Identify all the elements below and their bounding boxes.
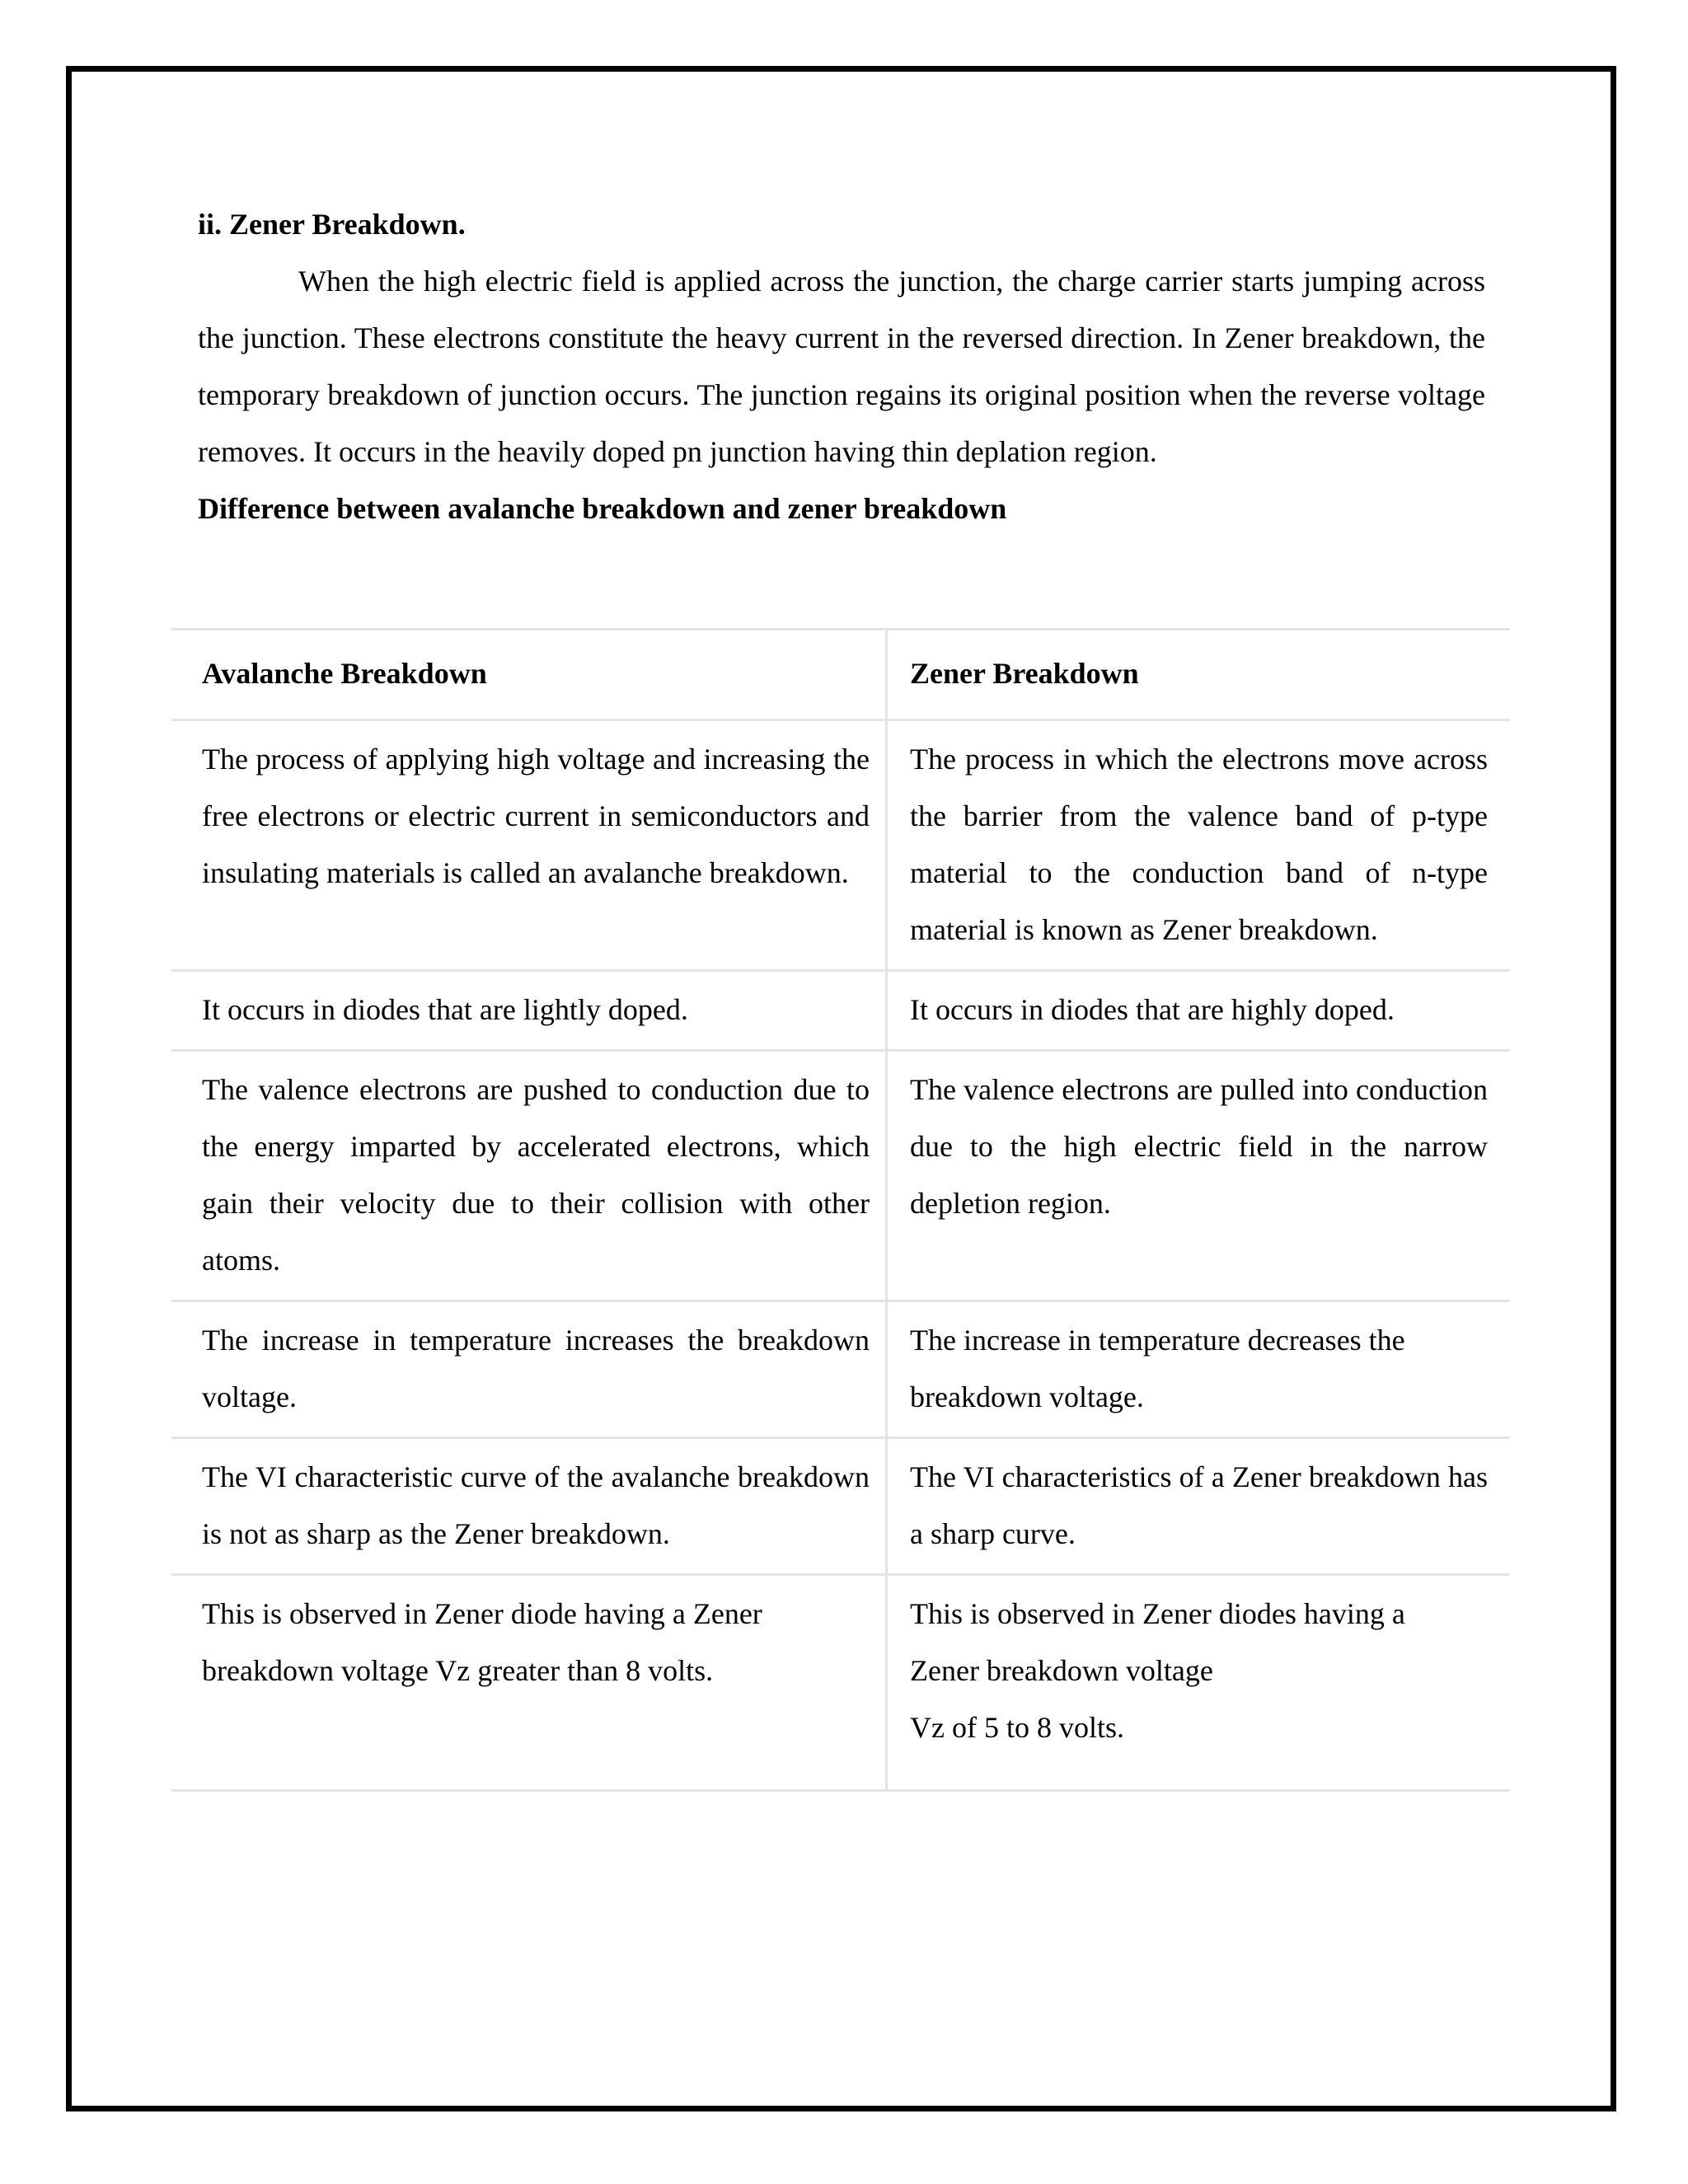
table-row [171,1301,1510,1438]
zener-cell: The VI characteristics of a Zener breakdown has a sharp curve. [887,1438,1511,1575]
document-body [198,196,1485,537]
avalanche-cell: This is observed in Zener diode having a Zener breakdown voltage Vz greater than 8 volts. [171,1575,887,1791]
zener-cell: It occurs in diodes that are highly doped. [887,971,1511,1051]
comparison-table [171,628,1510,1792]
zener-cell-line: Vz of 5 to 8 volts. [910,1711,1124,1744]
avalanche-cell: The process of applying high voltage and increasing the free electrons or electric current in semiconductors and insulating materials is called an avalanche breakdown. [171,720,887,971]
zener-cell: The increase in temperature decreases the breakdown voltage. [887,1301,1511,1438]
table-row [171,720,1510,971]
zener-cell-line: This is observed in Zener diodes having a [910,1597,1405,1630]
table-header-row [171,630,1510,720]
table-row [171,1575,1510,1791]
section-heading: ii. Zener Breakdown. [198,208,466,241]
table-row [171,1438,1510,1575]
table-heading: Difference between avalanche breakdown and zener breakdown [198,492,1007,525]
avalanche-cell: The increase in temperature increases the breakdown voltage. [171,1301,887,1438]
zener-cell: The valence electrons are pulled into conduction due to the high electric field in the narrow depletion region. [887,1051,1511,1301]
avalanche-cell: The VI characteristic curve of the avalanche breakdown is not as sharp as the Zener breakdown. [171,1438,887,1575]
header-avalanche: Avalanche Breakdown [171,630,887,720]
avalanche-cell: It occurs in diodes that are lightly doped. [171,971,887,1051]
zener-cell-line: Zener breakdown voltage [910,1654,1213,1687]
zener-cell: The process in which the electrons move across the barrier from the valence band of p-type material to the conduction band of n-type material is known as Zener breakdown. [887,720,1511,971]
table-row [171,1051,1510,1301]
header-zener: Zener Breakdown [887,630,1511,720]
zener-cell [887,1575,1511,1791]
body-paragraph: When the high electric field is applied across the junction, the charge carrier starts jumping across the junction. These electrons constitute the heavy current in the reversed direction. In Zener breakdown, the temporary breakdown of junction occurs. The junction regains its original position when the reverse voltage removes. It occurs in the heavily doped pn junction having thin deplation region. [198,265,1485,468]
table-row [171,971,1510,1051]
avalanche-cell: The valence electrons are pushed to conduction due to the energy imparted by accelerated electrons, which gain their velocity due to their collision with other atoms. [171,1051,887,1301]
